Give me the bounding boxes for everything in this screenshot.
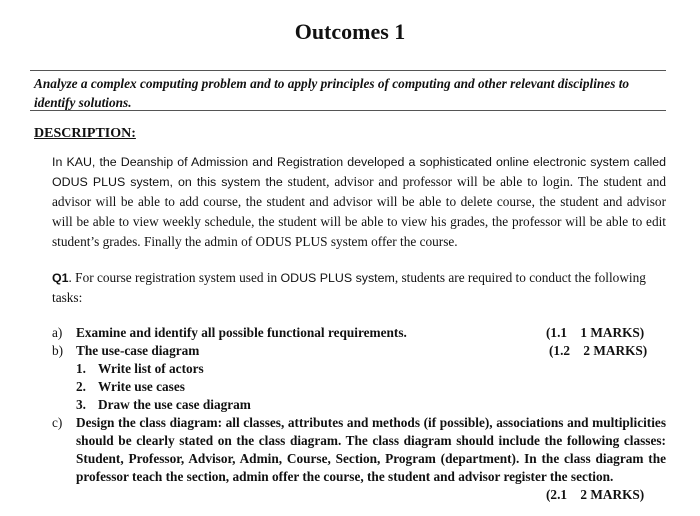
description-part-2: student, advisor and professor will be able to login. The student and advisor will be able to add course, the student and advisor will be able to delete course, the student and advisor will be able to view weekly schedule, the student will be able to view his grades, the professor will be able to edit student’s grades. Finally the admin of ODUS PLUS system offer the course.: [52, 174, 666, 249]
question-text-a: . For course registration system used in: [68, 270, 281, 285]
question-text-c: , students are required to conduct the following tasks:: [52, 270, 646, 305]
task-b-item-text: Draw the use case diagram: [98, 397, 251, 412]
task-b-item-number: 2.: [76, 379, 86, 394]
task-c-marks: (2.1 2 MARKS): [540, 486, 644, 504]
task-a-label: a): [52, 325, 63, 340]
description-paragraph: [52, 152, 666, 252]
description-heading: DESCRIPTION:: [34, 126, 136, 141]
task-b-item-number: 1.: [76, 361, 86, 376]
task-b-label: b): [52, 343, 64, 358]
task-b: [52, 342, 200, 360]
task-a-marks: (1.1 1 MARKS): [546, 325, 645, 340]
outcome-bottom-rule: [30, 110, 666, 111]
task-c-label: c): [52, 415, 63, 430]
task-a-text: Examine and identify all possible functional requirements.: [76, 325, 407, 340]
task-c-text: Design the class diagram: all classes, attributes and methods (if possible), associations and multiplicities should be clearly stated on the class diagram. The class diagram should include the following classes: Student, Professor, Advisor, Admin, Course, Section, Program (department). In the class diagram the professor teach the section, admin offer the course, the student and advisor register the section.: [76, 415, 666, 484]
task-b-item: [76, 378, 185, 396]
task-b-text: The use-case diagram: [76, 343, 200, 358]
question-label: Q1: [52, 271, 69, 285]
question-1: [52, 268, 664, 308]
task-b-item-text: Write use cases: [98, 379, 185, 394]
description-part-1: In KAU, the Deanship of Admission and Registration developed a sophisticated online electronic system called ODUS PLUS system, on this system the: [52, 155, 666, 189]
task-a: [52, 324, 407, 342]
task-b-item-number: 3.: [76, 397, 86, 412]
question-system-name: ODUS PLUS system: [280, 271, 395, 285]
task-b-item-text: Write list of actors: [98, 361, 204, 376]
outcome-statement: Analyze a complex computing problem and to apply principles of computing and other relevant disciplines to identify solutions.: [34, 76, 630, 110]
task-b-marks: (1.2 2 MARKS): [549, 343, 648, 358]
task-b-item: [76, 396, 251, 414]
task-b-item: [76, 360, 204, 378]
document-title: Outcomes 1: [294, 19, 406, 44]
outcome-top-rule: [30, 70, 666, 71]
